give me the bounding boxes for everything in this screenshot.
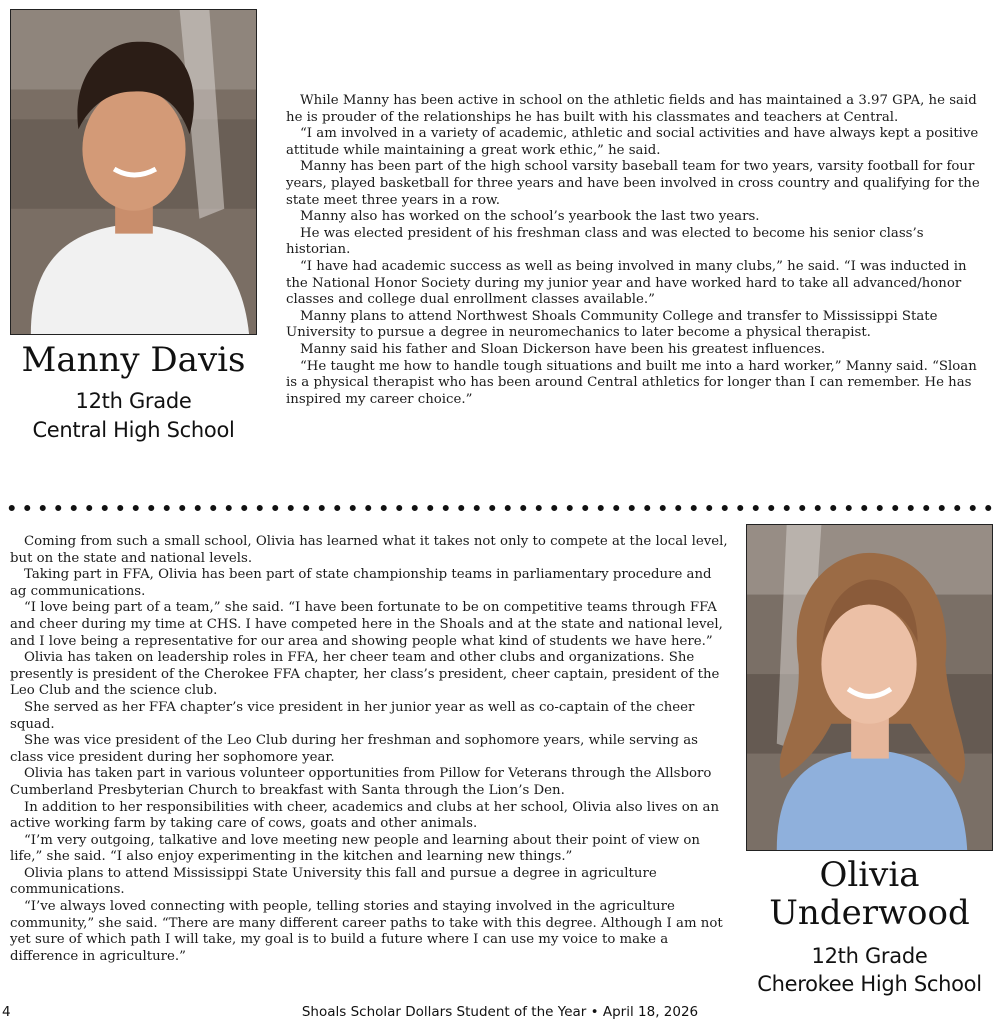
olivia-underwood-school: Cherokee High School (757, 972, 982, 996)
story-paragraph: Olivia has taken part in various volunteer opportunities from Pillow for Veterans through the Allsboro Cumberland Presbyterian Church to breakfast with Santa through the Lion’s Den. (10, 766, 712, 798)
story-paragraph: Olivia plans to attend Mississippi State University this fall and pursue a degree in agriculture communications. (10, 865, 657, 898)
story-paragraph: Manny has been part of the high school varsity baseball team for two years, varsity football for four years, played basketball for three years and have been involved in cross country and qualifying for the state meet three years in a row. (286, 159, 980, 208)
olivia-underwood-story (10, 534, 728, 965)
story-paragraph: “I’ve always loved connecting with people, telling stories and staying involved in the agriculture community,” she said. “There are many different career paths to take with this degree. Although I am not yet sure of which path I will take, my goal is to build a future where I can use my voice to make a difference in agriculture.” (10, 899, 723, 964)
story-paragraph: “I am involved in a variety of academic, athletic and social activities and have always kept a positive attitude while maintaining a great work ethic,” he said. (286, 126, 979, 158)
story-paragraph: She was vice president of the Leo Club during her freshman and sophomore years, while serving as class vice president during her sophomore year. (10, 733, 699, 765)
story-paragraph: While Manny has been active in school on the athletic fields and has maintained a 3.97 GPA, he said he is prouder of the relationships he has built with his classmates and teachers at Central. (286, 93, 977, 125)
story-paragraph: “He taught me how to handle tough situations and built me into a hard worker,” Manny said. “Sloan is a physical therapist who has been around Central athletics for longer than I can remember. He has inspired my career choice.” (286, 358, 977, 407)
page-number: 4 (2, 1004, 11, 1020)
manny-davis-grade: 12th Grade (75, 389, 192, 413)
olivia-underwood-photo (746, 524, 993, 851)
olivia-underwood-name: Olivia Underwood (769, 855, 970, 933)
story-paragraph: Manny plans to attend Northwest Shoals Community College and transfer to Mississippi State University to pursue a degree in neuromechanics to later become a physical therapist. (286, 308, 938, 341)
story-paragraph: He was elected president of his freshman class and was elected to become his senior class’s historian. (286, 225, 924, 258)
story-paragraph: “I have had academic success as well as being involved in many clubs,” he said. “I was inducted in the National Honor Society during my junior year and have worked hard to take all advanced/honor classes and college dual enrollment classes available.” (286, 258, 967, 308)
story-paragraph: “I love being part of a team,” she said. “I have been fortunate to be on competitive teams through FFA and cheer during my time at CHS. I have competed here in the Shoals and at the state and national level, and I love being a representative for our area and showing people what kind of students we have here.” (10, 600, 723, 649)
story-paragraph: Taking part in FFA, Olivia has been part of state championship teams in parliamentary procedure and ag communications. (10, 567, 712, 599)
dotted-divider (4, 503, 996, 513)
story-paragraph: Olivia has taken on leadership roles in FFA, her cheer team and other clubs and organizations. She presently is president of the Cherokee FFA chapter, her class’s president, cheer captain, president of the Leo Club and the science club. (10, 650, 720, 699)
manny-davis-school: Central High School (32, 418, 235, 442)
student-portrait-icon (11, 10, 256, 334)
story-paragraph: Coming from such a small school, Olivia has learned what it takes not only to compete at the local level, but on the state and national levels. (10, 534, 728, 566)
student-portrait-icon (747, 525, 992, 850)
manny-davis-story (286, 93, 986, 408)
olivia-underwood-grade: 12th Grade (811, 944, 928, 968)
footer-caption: Shoals Scholar Dollars Student of the Year • April 18, 2026 (301, 1004, 699, 1020)
story-paragraph: Manny also has worked on the school’s yearbook the last two years. (300, 209, 760, 225)
manny-davis-photo (10, 9, 257, 335)
story-paragraph: She served as her FFA chapter’s vice president in her junior year as well as co-captain of the cheer squad. (10, 699, 695, 732)
page-footer (0, 1004, 1000, 1024)
story-paragraph: In addition to her responsibilities with cheer, academics and clubs at her school, Olivia also lives on an active working farm by taking care of cows, goats and other animals. (10, 799, 720, 832)
story-paragraph: “I’m very outgoing, talkative and love meeting new people and learning about their point of view on life,” she said. “I also enjoy experimenting in the kitchen and learning new things.” (10, 832, 700, 865)
manny-davis-name: Manny Davis (21, 340, 246, 380)
story-paragraph: Manny said his father and Sloan Dickerson have been his greatest influences. (300, 341, 826, 357)
